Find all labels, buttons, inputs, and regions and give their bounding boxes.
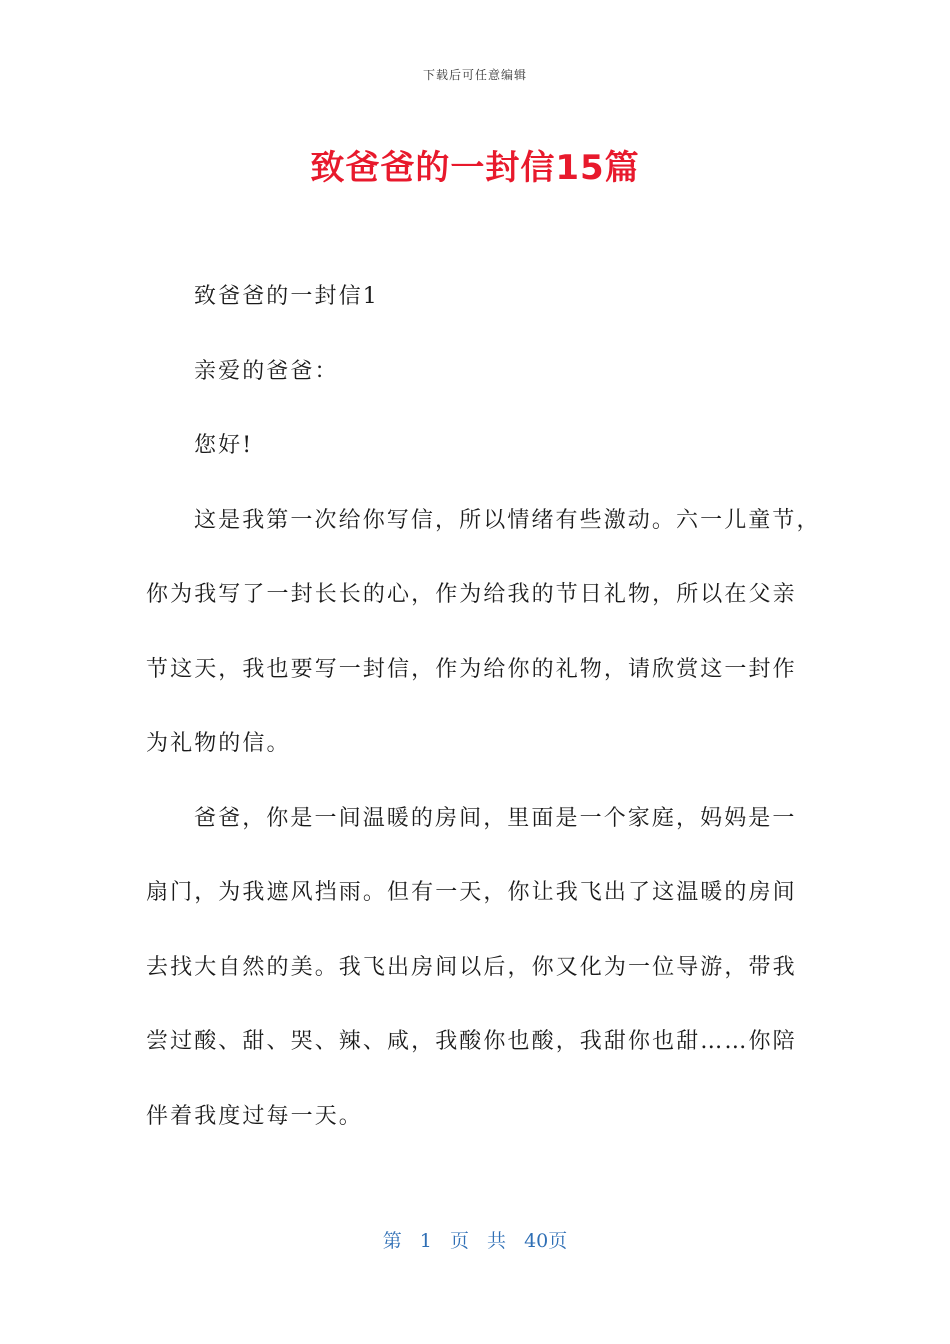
paragraph-2-line-5: 伴着我度过每一天。	[146, 1103, 363, 1129]
paragraph-1-line-2: 你为我写了一封长长的心，作为给我的节日礼物，所以在父亲	[146, 582, 797, 607]
paragraph-1-line-4: 为礼物的信。	[146, 731, 291, 756]
document-body	[146, 264, 821, 1158]
document-title: 致爸爸的一封信15篇	[310, 148, 640, 188]
paragraph-1-line-1: 这是我第一次给你写信，所以情绪有些激动。六一儿童节，	[194, 507, 821, 533]
paragraph-2-line-2: 扇门，为我遮风挡雨。但有一天，你让我飞出了这温暖的房间	[146, 880, 797, 905]
footer-gong: 共	[487, 1230, 507, 1252]
salutation: 亲爱的爸爸：	[194, 358, 339, 384]
paragraph-2-line-1: 爸爸，你是一间温暖的房间，里面是一个家庭，妈妈是一	[194, 805, 797, 831]
footer-page-number: 1	[419, 1230, 432, 1252]
page-footer	[0, 1226, 950, 1253]
paragraph-2-line-4: 尝过酸、甜、哭、辣、咸，我酸你也酸，我甜你也甜……你陪	[146, 1029, 797, 1054]
header-note: 下载后可任意编辑	[422, 68, 527, 82]
section-heading: 致爸爸的一封信1	[194, 284, 379, 309]
greeting: 您好!	[194, 433, 254, 458]
footer-total-pages: 40页	[524, 1230, 568, 1252]
paragraph-1-line-3: 节这天，我也要写一封信，作为给你的礼物，请欣赏这一封作	[146, 656, 797, 682]
footer-di: 第	[382, 1230, 402, 1252]
footer-ye: 页	[449, 1230, 469, 1252]
paragraph-2-line-3: 去找大自然的美。我飞出房间以后，你又化为一位导游，带我	[146, 954, 797, 980]
